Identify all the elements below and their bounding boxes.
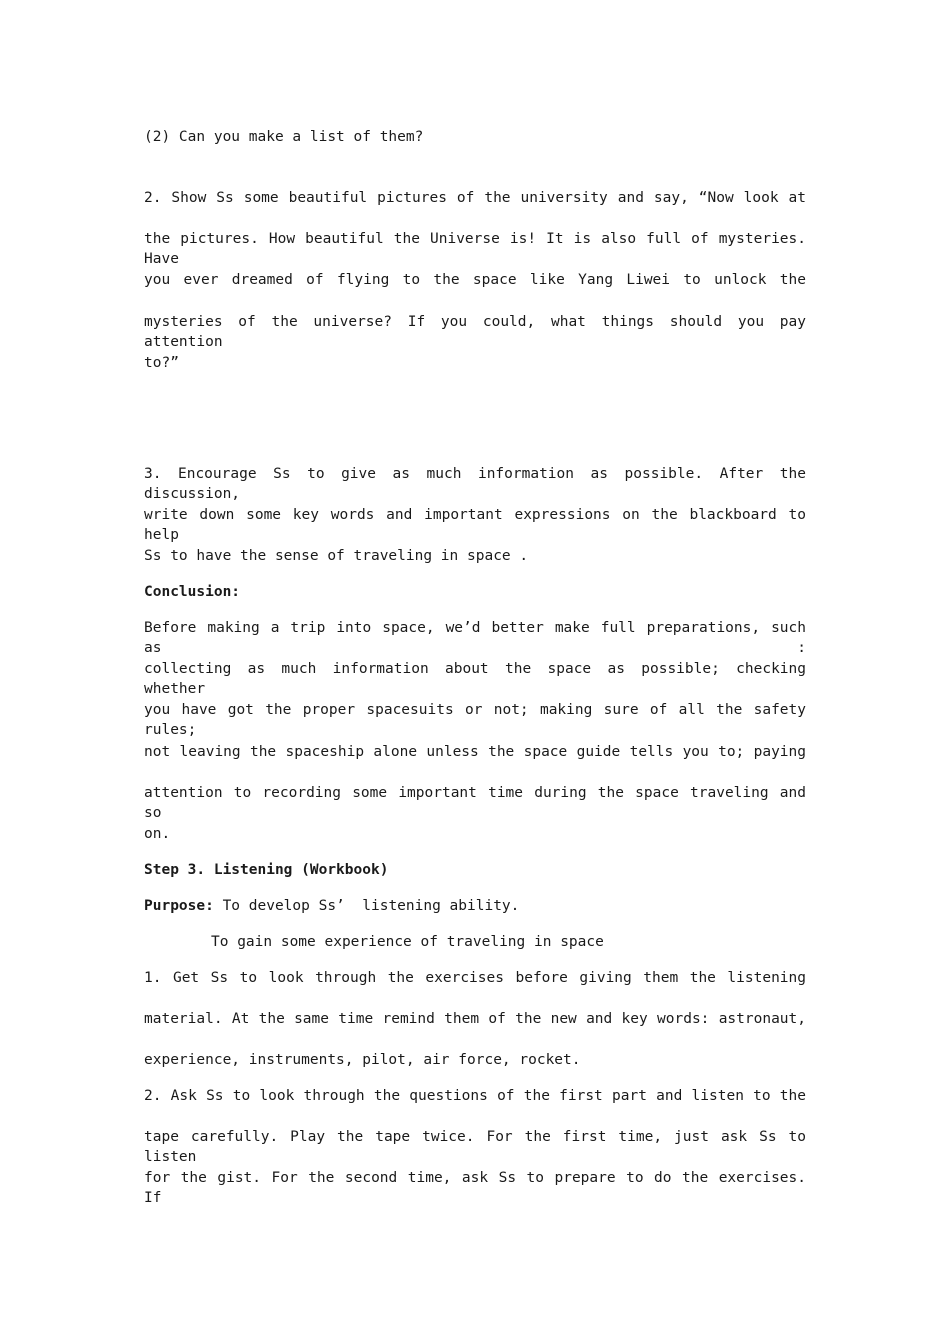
conclusion-heading: Conclusion:	[144, 584, 241, 600]
paragraph-line: tape carefully. Play the tape twice. For the first time, just ask Ss to listen	[144, 1129, 806, 1165]
paragraph-line: Ss to have the sense of traveling in space .	[144, 548, 529, 564]
paragraph-line: collecting as much information about the space as possible; checking whether	[144, 661, 806, 697]
paragraph-line: attention to recording some important time during the space traveling and so	[144, 785, 806, 821]
paragraph-line: experience, instruments, pilot, air force, rocket.	[144, 1052, 581, 1068]
paragraph-line: for the gist. For the second time, ask Ss to prepare to do the exercises. If	[144, 1170, 806, 1206]
paragraph-line: 1. Get Ss to look through the exercises before giving them the listening	[144, 970, 806, 986]
paragraph-line: mysteries of the universe? If you could, what things should you pay attention	[144, 314, 806, 350]
paragraph-line: 3. Encourage Ss to give as much information as possible. After the discussion,	[144, 466, 806, 502]
paragraph-line: you ever dreamed of flying to the space like Yang Liwei to unlock the	[144, 272, 806, 288]
paragraph-line: Before making a trip into space, we’d better make full preparations, such as :	[144, 620, 806, 656]
paragraph-line: on.	[144, 826, 171, 842]
purpose-line: To gain some experience of traveling in space	[211, 934, 604, 950]
paragraph-line: 2. Ask Ss to look through the questions of the first part and listen to the	[144, 1088, 806, 1104]
paragraph-line: not leaving the spaceship alone unless the space guide tells you to; paying	[144, 744, 806, 760]
question-line: (2) Can you make a list of them?	[144, 129, 424, 145]
step-heading: Step 3. Listening (Workbook)	[144, 862, 389, 878]
purpose-label: Purpose:	[144, 898, 214, 914]
paragraph-line: material. At the same time remind them of the new and key words: astronaut,	[144, 1011, 806, 1027]
paragraph-line: you have got the proper spacesuits or not; making sure of all the safety rules;	[144, 702, 806, 738]
paragraph-line: write down some key words and important expressions on the blackboard to help	[144, 507, 806, 543]
paragraph-line: to?”	[144, 355, 179, 371]
paragraph-line: the pictures. How beautiful the Universe is! It is also full of mysteries. Have	[144, 231, 806, 267]
purpose-line	[144, 896, 806, 916]
purpose-text: To develop Ss’ listening ability.	[213, 898, 520, 914]
paragraph-line: 2. Show Ss some beautiful pictures of the university and say, “Now look at	[144, 190, 806, 206]
